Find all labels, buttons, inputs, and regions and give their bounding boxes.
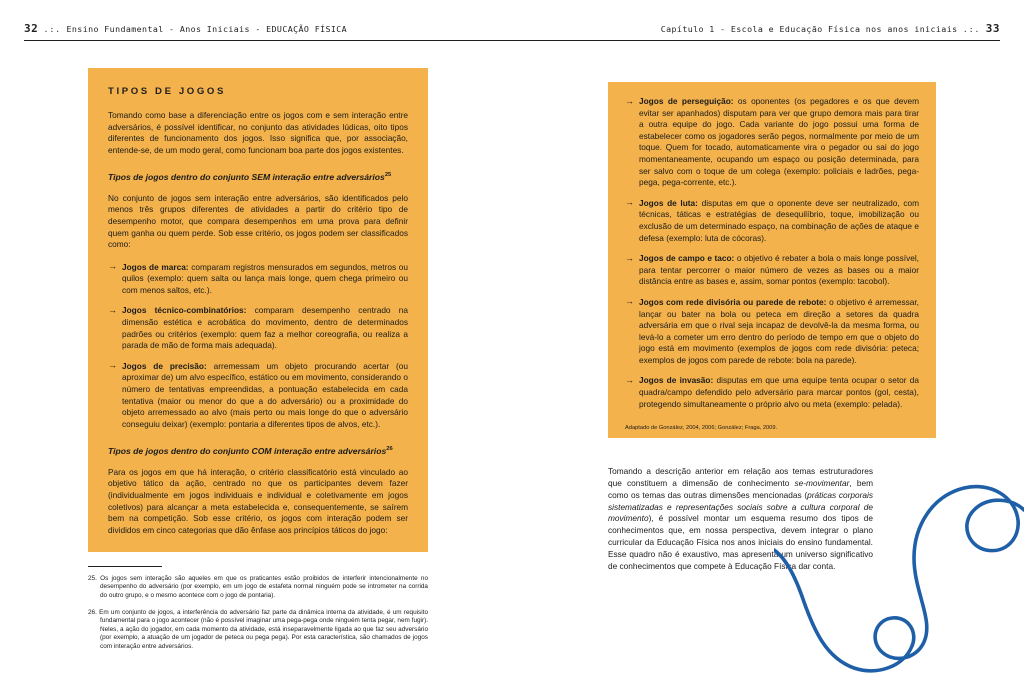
footnote-marker-25: 25 [384,172,392,179]
arrow-right-icon: → [625,374,634,385]
left-panel-com-paragraph: Para os jogos em que há interação, o critério classificatório está vinculado ao objetivo tático da ação, centrado no que os participantes devem fazer (individualmente em jogos individuais e individual e coletivamente em jogos coletivos) para alcançar a meta estabelecida e, consequentemente, se saírem bem na competição. Sob esse critério, os jogos com interação podem ser divididos em cinco categorias que dão ênfase aos princípios táticos do jogo: [108,466,408,535]
list-item-label: Jogos técnico-combinatórios: [122,305,247,316]
right-paragraph-italic1: se-movimentar [794,478,850,489]
arrow-right-icon: → [625,252,634,263]
running-head-left-separator: .:. [43,25,62,34]
arrow-right-icon: → [108,304,117,315]
right-paragraph-italic2: práticas corporais sistematizadas e representações sociais sobre a cultura corporal de movimento [608,489,873,524]
list-item-label: Jogos de precisão: [122,360,207,371]
header-rule [24,40,1000,41]
footnotes-block [88,566,428,652]
list-item-label: Jogos de luta: [639,197,698,208]
footnote-item [88,609,428,652]
list-item-label: Jogos com rede divisória ou parede de rebote: [639,296,827,307]
arrow-right-icon: → [625,296,634,307]
arrow-right-icon: → [108,261,117,272]
footnote-number: 25. [88,574,97,582]
footnote-text: Em um conjunto de jogos, a interferência do adversário faz parte da dinâmica interna da atividade, é um requisito fundamental para o jogo acontecer (não é possível imaginar uma pega-pega onde ninguém tenta pegar, nem fugir). Neles, a ação do jogador, em cada momento da atividade, está inseparavelmente ligada ao que faz seu adversário (por exemplo, a atuação de um jogador de peteca ou pega pega). Por esta característica, são chamados de jogos com interação entre adversários. [96,608,428,650]
list-item [108,361,408,431]
list-item-label: Jogos de perseguição: [639,96,734,106]
running-head-left-text: Ensino Fundamental - Anos Iniciais - EDUCAÇÃO FÍSICA [66,24,348,34]
arrow-right-icon: → [108,360,117,371]
list-item-text: arremessam um objeto procurando acertar (ou aproximar de) um alvo específico, estático ou em movimento, considerando o número de tentativas empreendidas, a pontuação estabelecida em cada tentativa (maior ou menor do que a do adversário) ou a proximidade do objeto arremessado ao alvo (mais perto ou mais longe do que o adversário conseguiu deixar) (exemplo: pontaria a diferentes tipos de alvos, etc.). [122,360,408,429]
footnote-rule [88,566,162,567]
list-item-text: comparam desempenho centrado na dimensão estética e acrobática do movimento, dentro de determinados padrões ou critérios (exemplo: quem faz a melhor coreografia, ou realiza a parada de mão de forma mais adequada). [122,305,408,351]
arrow-right-icon: → [625,197,634,208]
footnote-text: Os jogos sem interação são aqueles em que os praticantes estão proibidos de interferir intencionalmente no desempenho do adversário (por exemplo, em um jogo de estafeta normal ninguém pode se intrometer na corrida do outro grupo, e o mesmo acontece com o jogo de pontaria). [96,574,428,599]
list-item-text: comparam registros mensurados em segundos, metros ou quilos (exemplo: quem salta ou lança mais longe, quem chega primeiro ou com menos saltos, etc.). [122,261,408,295]
list-item [625,253,919,288]
arrow-right-icon: → [625,95,634,106]
footnote-item [88,575,428,601]
source-credit: Adaptado de González, 2004, 2006; González; Fraga, 2009. [625,425,778,432]
subheading-com-interacao [108,444,408,457]
panel-title-tipos-de-jogos: TIPOS DE JOGOS [108,86,226,97]
list-item [108,262,408,297]
list-item-label: Jogos de invasão: [639,375,714,386]
list-item-label: Jogos de campo e taco: [639,253,735,264]
right-content-panel [608,82,936,438]
folio-left: 32 [24,22,39,35]
list-jogos-com-interacao [625,96,919,410]
list-item-text: o objetivo é rebater a bola o mais longe possível, para tentar percorrer o maior número de vezes as bases ou a maior distância entre as bases e, assim, somar pontos (exemplo: tacobol). [639,253,919,287]
list-item-text: os oponentes (os pegadores e os que devem evitar ser apanhados) disputam para ver que grupo demora mais para tirar a outra equipe do jogo. Cada variante do jogo possui uma forma de estabelecer como os jogadores serão pegos, normalmente por meio de um toque. Quem for tocado, automaticamente vira o pegador ou sai do jogo momentaneamente, ocupando um espaço ou posição determinada, para ser salvo com o toque de um colega (exemplo: policiais e ladrões, pega-pega, pega-corrente, etc.). [639,96,919,188]
list-jogos-sem-interacao [108,262,408,431]
right-column-paragraph [608,466,873,572]
left-panel-intro-paragraph: Tomando como base a diferenciação entre os jogos com e sem interação entre adversários, é possível identificar, no conjunto das atividades lúdicas, oito tipos diferentes de funcionamento dos jogos. Isso significa que, por associação, entende-se, de um modo geral, como funcionam boa parte dos jogos existentes. [108,110,408,155]
left-content-panel [88,68,428,552]
list-item [625,297,919,367]
list-item-text: disputas em que o oponente deve ser neutralizado, com técnicas, táticas e estratégias de desequilíbrio, toque, imobilização ou exclusão de um determinado espaço, na combinação de ações de ataque e defesa (exemplo: luta de cócoras). [639,197,919,243]
list-item-text: disputas em que uma equipe tenta ocupar o setor da quadra/campo defendido pelo adversário para marcar pontos (gol, cesta), protegendo simultaneamente o próprio alvo ou meta (exemplo: pelada). [639,375,919,409]
running-head-right-text: Capítulo 1 - Escola e Educação Física nos anos iniciais [660,24,958,34]
folio-right: 33 [985,22,1000,35]
running-head-left [24,22,347,35]
left-panel-sem-paragraph: No conjunto de jogos sem interação entre adversários, são identificados pelo menos três grupos diferentes de atividades a partir do critério tipo de desempenho motor, que compara desempenhos em uma prova para definir quem ganha ou quem perde. Sob esse critério, os jogos podem ser classificados como: [108,192,408,250]
list-item [625,375,919,410]
list-item [625,96,919,189]
right-paragraph-part3: ), é possível montar um esquema resumo dos tipos de conhecimentos que, em nossa perspectiva, devem integrar o plano curricular da Educação Física nos anos iniciais do ensino fundamental. Esse quadro não é exaustivo, mas apresenta um universo significativo de conhecimentos que compete à Educação Física dar conta. [608,513,873,571]
footnote-marker-26: 26 [386,446,393,453]
footnote-number: 26. [88,608,97,616]
subheading-sem-interacao [108,170,408,183]
list-item-text: o objetivo é arremessar, lançar ou bater na bola ou peteca em direção a setores da quadra adversária em que o rival seja incapaz de devolvê-la da mesma forma, ou levá-lo a cometer um erro dentro do período de tempo em que o objeto do jogo está em movimento (exemplos de jogos com rede divisória: peteca; exemplos de jogos com parede de rebote: bola na parede). [639,296,919,365]
list-item [625,198,919,244]
subheading-sem-interacao-text: Tipos de jogos dentro do conjunto SEM interação entre adversários [108,172,385,183]
list-item [108,305,408,351]
running-head-right [661,22,1000,35]
right-paragraph-part1: Tomando a descrição anterior em relação aos temas estruturadores que constituem a dimensão de conhecimento [608,466,873,489]
subheading-com-interacao-text: Tipos de jogos dentro do conjunto COM interação entre adversários [108,446,387,457]
running-head-right-separator: .:. [962,25,981,34]
right-paragraph-part2: , bem como os temas das outras dimensões mencionadas ( [608,478,873,500]
list-item-label: Jogos de marca: [122,261,189,272]
